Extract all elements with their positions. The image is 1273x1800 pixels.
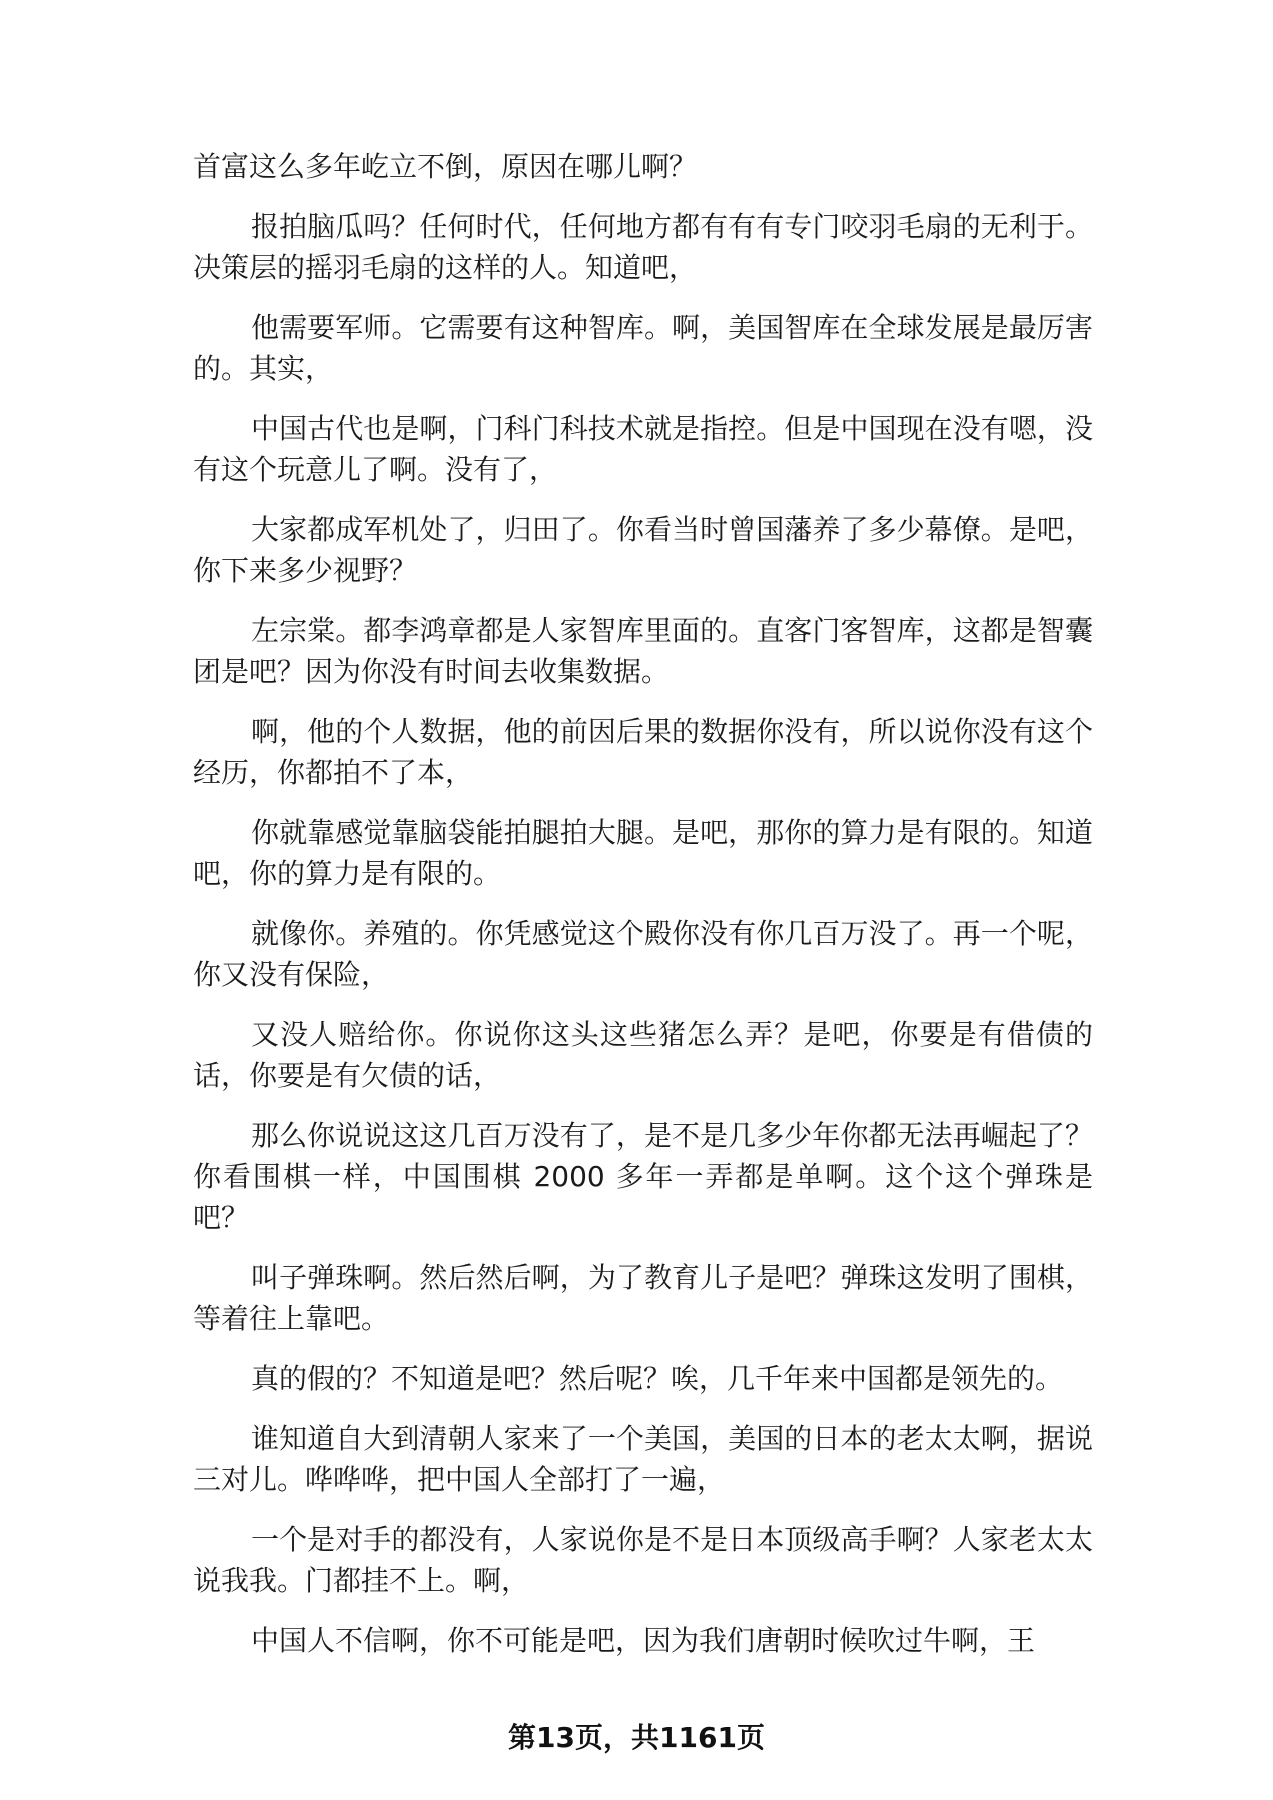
paragraph-2: 报拍脑瓜吗？任何时代，任何地方都有有有专门咬羽毛扇的无利于。决策层的摇羽毛扇的这样的人。知道吧， [193, 210, 1093, 284]
paragraph-16: 中国人不信啊，你不可能是吧，因为我们唐朝时候吹过牛啊，王 [251, 1624, 1036, 1657]
paragraph-14: 谁知道自大到清朝人家来了一个美国，美国的日本的老太太啊，据说三对儿。哗哗哗，把中国人全部打了一遍， [193, 1422, 1093, 1496]
paragraph-13: 真的假的？不知道是吧？然后呢？唉，几千年来中国都是领先的。 [251, 1362, 1064, 1395]
paragraph-8: 你就靠感觉靠脑袋能拍腿拍大腿。是吧，那你的算力是有限的。知道吧，你的算力是有限的。 [193, 816, 1093, 890]
paragraph-12: 叫子弹珠啊。然后然后啊，为了教育儿子是吧？弹珠这发明了围棋，等着往上靠吧。 [193, 1261, 1093, 1335]
paragraph-1: 首富这么多年屹立不倒，原因在哪儿啊？ [193, 150, 698, 183]
page-number-footer: 第13页，共1161页 [508, 1721, 765, 1754]
paragraph-9: 就像你。养殖的。你凭感觉这个殿你没有你几百万没了。再一个呢，你又没有保险， [193, 917, 1093, 991]
paragraph-10: 又没人赔给你。你说你这头这些猪怎么弄？是吧，你要是有借债的话，你要是有欠债的话， [193, 1018, 1093, 1092]
paragraph-11: 那么你说说这这几百万没有了，是不是几多少年你都无法再崛起了？你看围棋一样，中国围棋 2000 多年一弄都是单啊。这个这个弹珠是吧？ [193, 1119, 1093, 1234]
paragraph-3: 他需要军师。它需要有这种智库。啊，美国智库在全球发展是最厉害的。其实， [193, 311, 1093, 385]
paragraph-5: 大家都成军机处了，归田了。你看当时曾国藩养了多少幕僚。是吧，你下来多少视野？ [193, 513, 1093, 587]
page-body [193, 146, 1093, 1680]
paragraph-4: 中国古代也是啊，门科门科技术就是指控。但是中国现在没有嗯，没有这个玩意儿了啊。没有了， [193, 412, 1093, 486]
paragraph-6: 左宗棠。都李鸿章都是人家智库里面的。直客门客智库，这都是智囊团是吧？因为你没有时间去收集数据。 [193, 614, 1093, 688]
paragraph-15: 一个是对手的都没有，人家说你是不是日本顶级高手啊？人家老太太说我我。门都挂不上。啊， [193, 1523, 1093, 1597]
paragraph-7: 啊，他的个人数据，他的前因后果的数据你没有，所以说你没有这个经历，你都拍不了本， [193, 715, 1093, 789]
